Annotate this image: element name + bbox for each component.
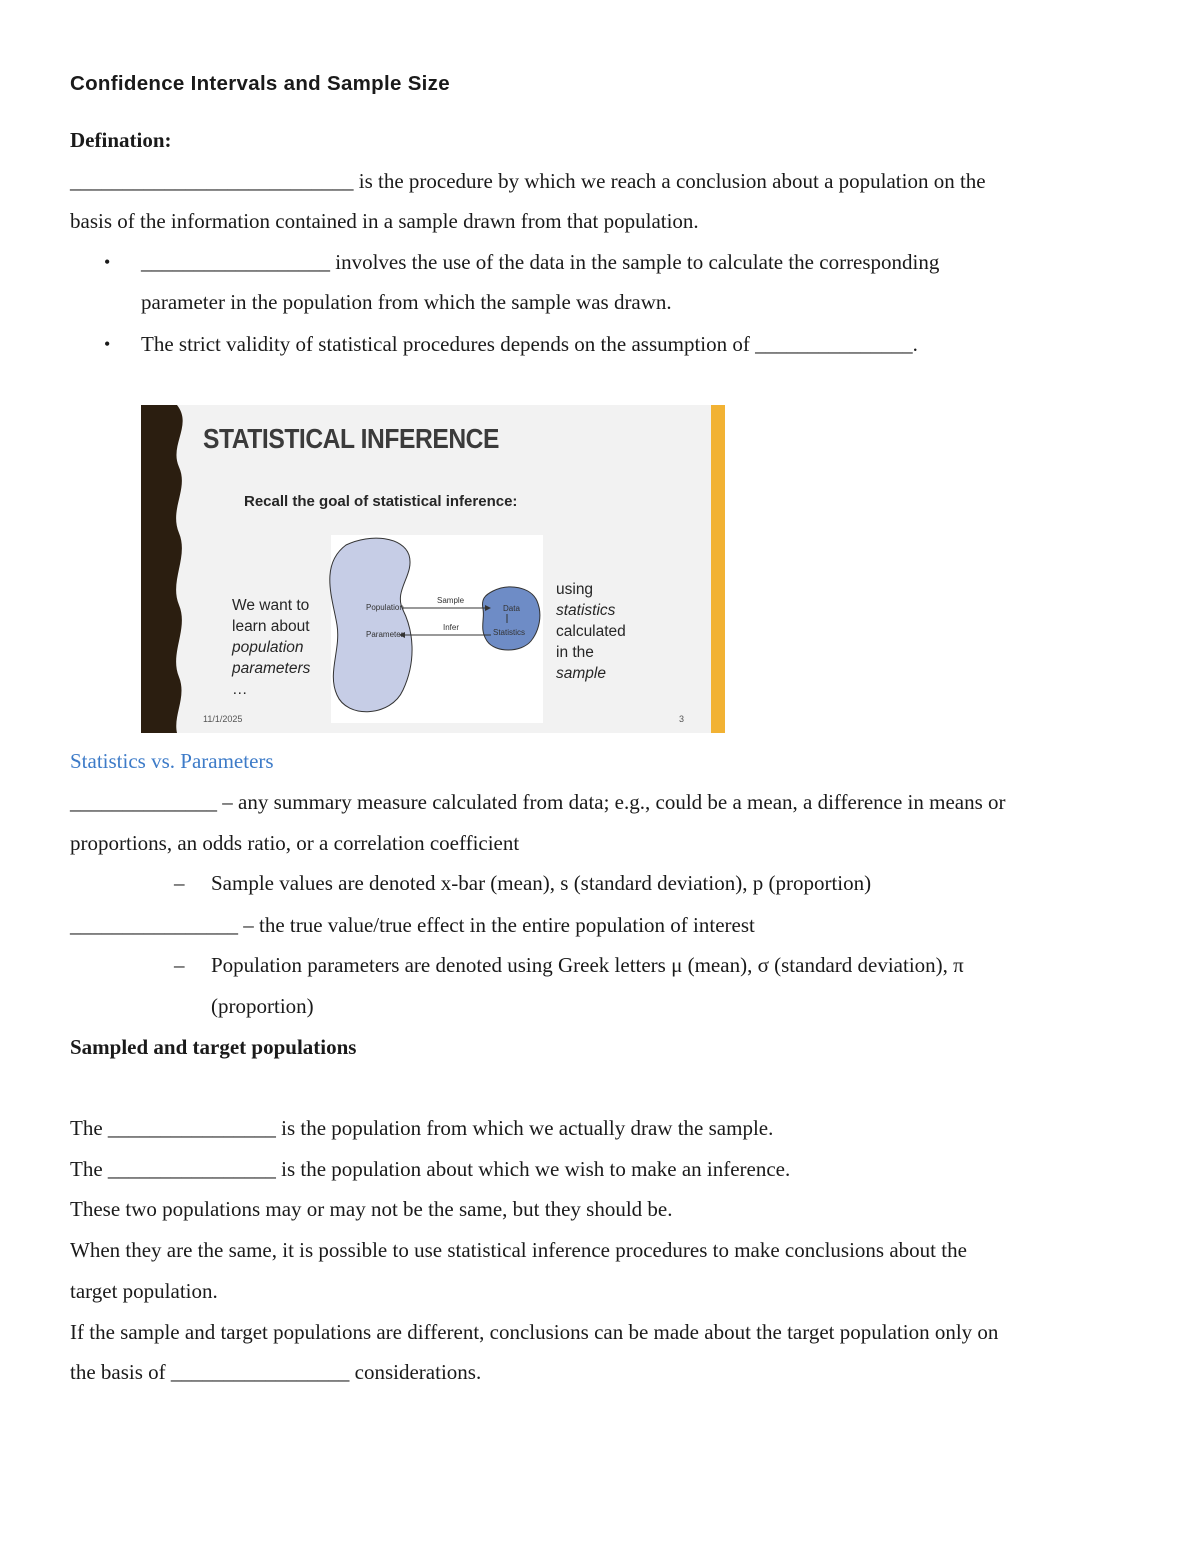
populations-line-3: These two populations may or may not be the same, but they should be.	[70, 1197, 673, 1221]
slide-left-text	[232, 595, 310, 700]
definition-line-1: ___________________________ is the procedure by which we reach a conclusion about a population on the	[70, 169, 986, 193]
populations-line-2: The ________________ is the population about which we wish to make an inference.	[70, 1157, 791, 1181]
diagram-parameter-label: Parameter	[366, 630, 404, 639]
slide-right-line: statistics	[556, 602, 616, 619]
statistic-definition-line-2: proportions, an odds ratio, or a correlation coefficient	[70, 831, 520, 855]
diagram-statistics-label: Statistics	[493, 628, 526, 637]
slide-right-line: calculated	[556, 623, 626, 640]
bullet-estimation-line-2: parameter in the population from which the sample was drawn.	[141, 290, 672, 314]
sample-blob	[482, 587, 539, 650]
slide-title: STATISTICAL INFERENCE	[203, 423, 500, 454]
definition-heading: Defination:	[70, 128, 172, 152]
definition-line-2: basis of the information contained in a sample drawn from that population.	[70, 209, 699, 233]
populations-line-1: The ________________ is the population from which we actually draw the sample.	[70, 1116, 774, 1140]
populations-line-6: If the sample and target populations are different, conclusions can be made about the target population only on	[70, 1320, 999, 1344]
diagram-sample-label: Sample	[437, 596, 465, 605]
slide-right-band	[711, 405, 725, 733]
slide-left-line: …	[232, 681, 248, 698]
dash-marker: –	[174, 871, 185, 895]
slide-subtitle: Recall the goal of statistical inference:	[244, 493, 518, 510]
diagram-population-label: Population	[366, 603, 404, 612]
statistic-note: Sample values are denoted x-bar (mean), s (standard deviation), p (proportion)	[211, 871, 872, 895]
document-title: Confidence Intervals and Sample Size	[70, 72, 450, 95]
slide-left-line: parameters	[232, 660, 311, 677]
bullet-estimation-line-1: __________________ involves the use of the data in the sample to calculate the corresponding	[141, 250, 940, 274]
parameter-definition: ________________ – the true value/true effect in the entire population of interest	[70, 913, 755, 937]
bullet-marker: •	[104, 252, 111, 272]
population-blob	[330, 538, 412, 712]
slide-right-line: using	[556, 581, 594, 598]
stats-vs-params-heading: Statistics vs. Parameters	[70, 749, 274, 773]
slide-right-line: sample	[556, 665, 606, 682]
bullet-marker: •	[104, 334, 111, 354]
populations-line-4: When they are the same, it is possible to use statistical inference procedures to make conclusions about the	[70, 1238, 967, 1262]
slide-left-line: learn about	[232, 618, 310, 635]
parameter-note-line-1: Population parameters are denoted using Greek letters μ (mean), σ (standard deviation), π	[211, 953, 964, 977]
slide-left-wavy-band	[141, 405, 183, 733]
diagram-data-label: Data	[503, 604, 520, 613]
statistical-inference-slide	[141, 405, 725, 733]
slide-date: 11/1/2025	[203, 714, 243, 724]
slide-left-line: We want to	[232, 597, 310, 614]
slide-right-line: in the	[556, 644, 594, 661]
slide-right-text	[556, 579, 626, 684]
diagram-infer-label: Infer	[443, 623, 460, 632]
statistic-definition-line-1: ______________ – any summary measure calculated from data; e.g., could be a mean, a difference in means or	[70, 790, 1006, 814]
bullet-validity-line: The strict validity of statistical procedures depends on the assumption of _______________.	[141, 332, 918, 356]
populations-line-7: the basis of _________________ considerations.	[70, 1360, 482, 1384]
dash-marker: –	[174, 953, 185, 977]
slide-page-number: 3	[679, 714, 685, 724]
parameter-note-line-2: (proportion)	[211, 994, 314, 1018]
slide-left-line: population	[232, 639, 304, 656]
populations-line-5: target population.	[70, 1279, 218, 1303]
populations-heading: Sampled and target populations	[70, 1035, 357, 1059]
